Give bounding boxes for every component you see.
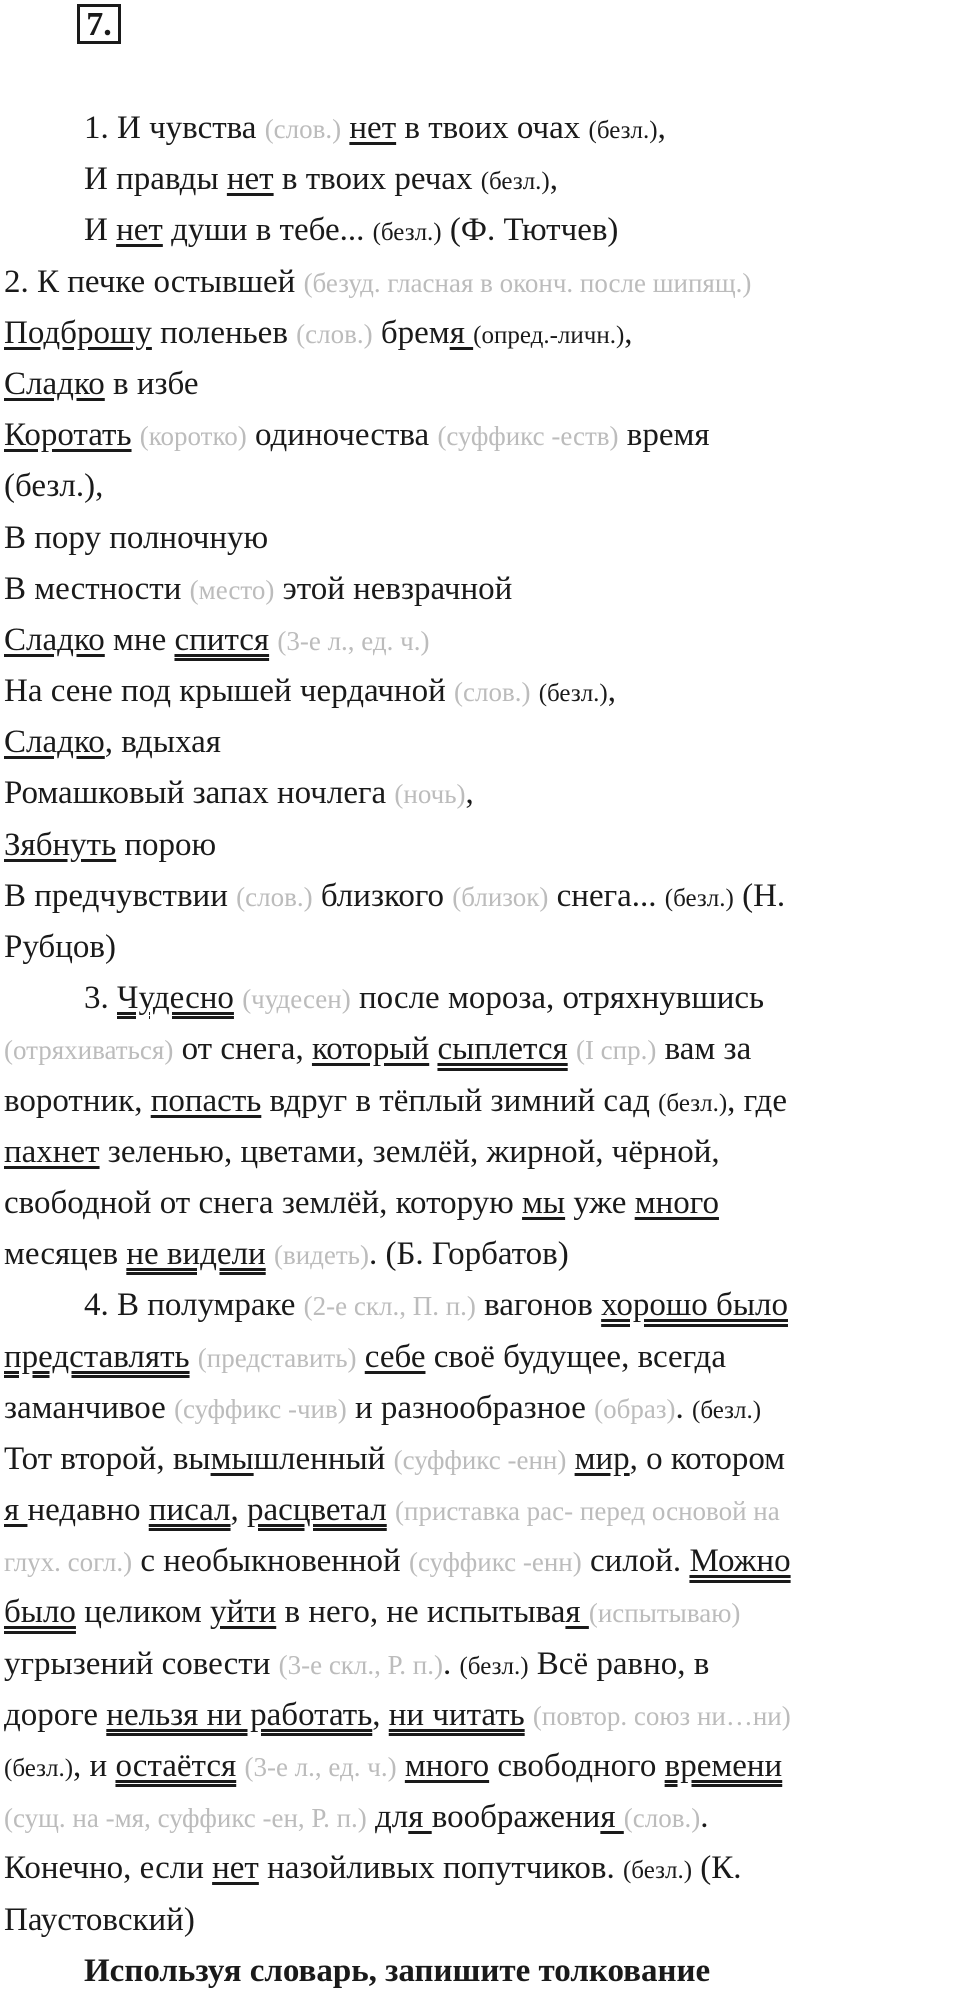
text-line: 2. К печке остывшей (безуд. гласная в оконч. после шипящ.) [4, 263, 752, 300]
text-line: В пору полночную [4, 519, 269, 556]
text-line: Сладко мне спится (3-е л., ед. ч.) [4, 621, 430, 658]
text-line: 3. Чудесно (чудесен) после мороза, отряхнувшись [84, 980, 765, 1017]
text-line: (безл.), и остаётся (3-е л., ед. ч.) много свободного времени [4, 1748, 783, 1784]
text-line: дороге нельзя ни работать, ни читать (повтор. союз ни…ни) [4, 1696, 791, 1733]
text-line: 1. И чувства (слов.) нет в твоих очах (безл.), [84, 110, 666, 146]
text-line: 4. В полумраке (2-е скл., П. п.) вагонов хорошо было [84, 1287, 788, 1324]
text-line: В местности (место) этой невзрачной [4, 570, 513, 607]
text-line: И правды нет в твоих речах (безл.), [84, 161, 558, 198]
text-line: глух. согл.) с необыкновенной (суффикс -енн) силой. Можно [4, 1543, 791, 1580]
text-line: угрызений совести (3-е скл., Р. п.). (безл.) Всё равно, в [4, 1645, 710, 1682]
text-line: В предчувствии (слов.) близкого (близок) снега... (безл.) (Н. [4, 877, 786, 914]
text-line: Зябнуть порою [4, 826, 217, 863]
text-line: Паустовский) [4, 1901, 195, 1938]
text-line: Сладко, вдыхая [4, 724, 221, 761]
text-line: представлять (представить) себе своё будущее, всегда [4, 1338, 726, 1375]
text-line: (сущ. на -мя, суффикс -ен, Р. п.) для воображения (слов.). [4, 1799, 709, 1836]
text-line: Используя словарь, запишите толкование [84, 1952, 711, 1989]
text-line: воротник, попасть вдруг в тёплый зимний сад (безл.), где [4, 1082, 787, 1119]
text-line: было целиком уйти в него, не испытывая (испытываю) [4, 1594, 741, 1631]
text-line: Ромашковый запах ночлега (ночь), [4, 775, 474, 812]
text-line: Тот второй, вымышленный (суффикс -енн) мир, о котором [4, 1440, 786, 1477]
text-line: Коротать (коротко) одиночества (суффикс -еств) время [4, 417, 710, 454]
text-line: пахнет зеленью, цветами, землёй, жирной, чёрной, [4, 1133, 720, 1170]
text-line: свободной от снега землёй, которую мы уже много [4, 1184, 719, 1221]
text-line: месяцев не видели (видеть). (Б. Горбатов) [4, 1236, 569, 1273]
exercise-number: 7. [86, 6, 112, 43]
text-line: Сладко в избе [4, 365, 199, 402]
exercise-text [4, 103, 956, 1997]
text-line: На сене под крышей чердачной (слов.) (безл.), [4, 673, 616, 710]
text-line: Рубцов) [4, 929, 116, 965]
text-line: И нет души в тебе... (безл.) (Ф. Тютчев) [84, 212, 619, 249]
text-line: (безл.), [4, 468, 104, 505]
text-line: я недавно писал, расцветал (приставка рас- перед основой на [4, 1492, 780, 1529]
text-line: Конечно, если нет назойливых попутчиков. (безл.) (К. [4, 1850, 742, 1887]
text-line: (отряхиваться) от снега, который сыплется (I спр.) вам за [4, 1031, 752, 1068]
text-line: заманчивое (суффикс -чив) и разнообразное (образ). (безл.) [4, 1389, 762, 1426]
text-line: Подброшу поленьев (слов.) бремя (опред.-личн.), [4, 314, 633, 351]
exercise-number-box [77, 4, 121, 44]
